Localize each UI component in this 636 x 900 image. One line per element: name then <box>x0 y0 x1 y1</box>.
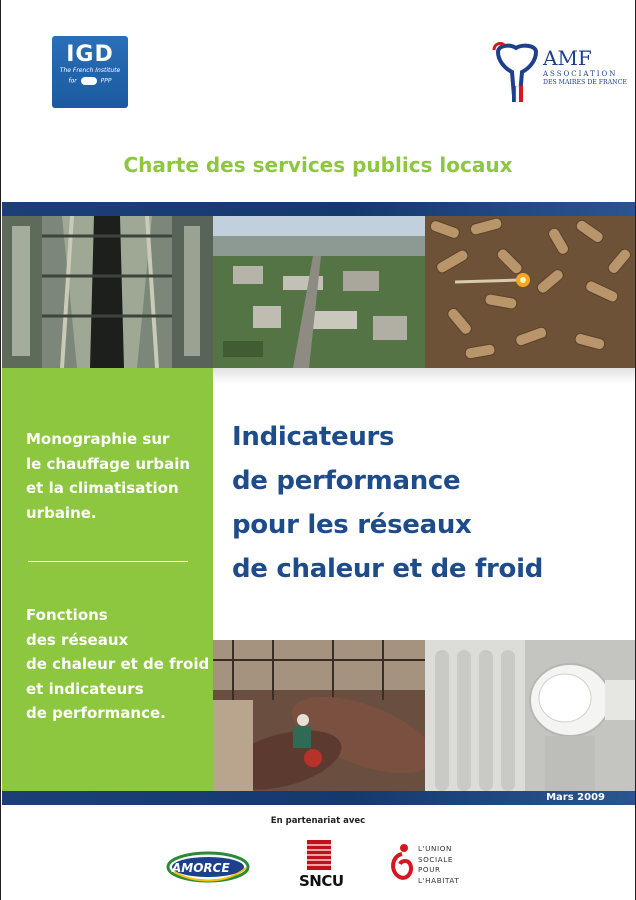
igd-logo-name: IGD <box>66 42 114 67</box>
ush-logo-line: SOCIALE <box>418 854 454 864</box>
sidebar-divider <box>28 561 188 562</box>
sidebar-line: de performance. <box>26 704 166 722</box>
publication-date: Mars 2009 <box>546 792 605 803</box>
igd-logo-tagline: The French Institute <box>59 67 121 74</box>
igd-logo-ppp-label: PPP <box>100 77 112 85</box>
sidebar-line: urbaine. <box>26 503 97 522</box>
top-navy-bar <box>2 202 635 216</box>
igd-logo <box>52 36 128 108</box>
handshake-icon <box>81 77 97 85</box>
wood-pellets-photo <box>425 216 635 368</box>
igd-logo-for: for <box>68 77 77 85</box>
amorce-logo-text: AMORCE <box>172 861 230 875</box>
aerial-city-photo <box>213 216 425 368</box>
main-title <box>232 415 543 591</box>
igd-logo-ppp <box>52 77 128 85</box>
page-border-left <box>0 0 1 900</box>
main-title-line: de performance <box>232 466 461 496</box>
ush-logo-text <box>418 844 459 886</box>
sidebar-line: Monographie sur <box>26 430 170 448</box>
sidebar-block-fonctions <box>26 603 209 726</box>
ush-logo-line: L'UNION <box>418 844 452 853</box>
photo-shadow-strip <box>213 368 635 384</box>
pipe-welding-photo <box>213 640 425 791</box>
amorce-logo <box>166 850 250 884</box>
sidebar-line: le chauffage urbain <box>26 454 191 473</box>
main-title-line: de chaleur et de froid <box>232 554 544 584</box>
sidebar-line: de chaleur et de froid <box>26 655 210 673</box>
amf-logo <box>492 42 627 106</box>
sncu-mark-icon <box>299 840 339 872</box>
sidebar-line: Fonctions <box>26 606 108 624</box>
partner-label: En partenariat avec <box>270 816 366 826</box>
radiator-thermostat-photo <box>425 640 635 791</box>
amf-logo-line2: DES MAIRES DE FRANCE <box>543 79 627 86</box>
main-title-line: pour les réseaux <box>232 510 472 540</box>
sidebar-line: des réseaux <box>26 630 129 649</box>
sncu-logo <box>299 840 344 892</box>
sidebar-line: et la climatisation <box>26 479 179 497</box>
ush-logo-line: POUR <box>418 865 441 874</box>
amf-logo-name: AMF <box>543 46 592 70</box>
ush-figure-icon <box>388 842 416 882</box>
amf-logo-line1: ASSOCIATION <box>543 70 618 78</box>
ush-logo-line: L'HABITAT <box>418 875 460 885</box>
district-heating-pipe-trench-photo <box>2 216 213 368</box>
bottom-navy-bar <box>2 791 635 805</box>
amf-marianne-icon <box>492 42 544 106</box>
charter-title: Charte des services publics locaux <box>123 153 513 177</box>
union-sociale-habitat-logo <box>388 842 478 888</box>
sidebar-line: et indicateurs <box>26 679 144 698</box>
sidebar-block-monographie <box>26 427 190 525</box>
main-title-line: Indicateurs <box>232 422 395 452</box>
sncu-logo-text: SNCU <box>299 872 344 890</box>
